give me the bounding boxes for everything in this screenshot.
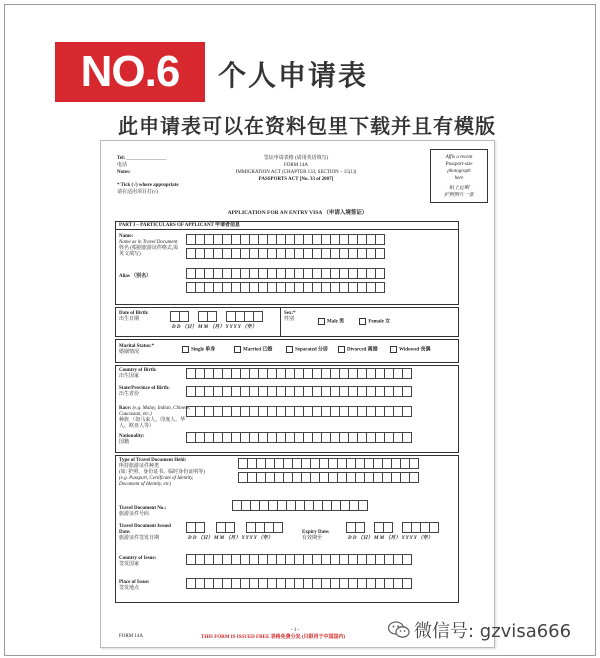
form-header-left: Tel: ________________ 电话 Notes: * Tick (√) where appropriate 请在适用项目打(√)	[117, 156, 179, 195]
char-box[interactable]	[402, 386, 412, 397]
nationality-label: Nationality:	[119, 434, 145, 439]
wechat-watermark	[388, 617, 571, 643]
doc-type-hint3: Document of Identity, etc)	[119, 482, 171, 487]
expiry-label: Expiry Date:	[302, 530, 330, 535]
footer-page-number: - 1 -	[291, 628, 300, 633]
widowed-checkbox[interactable]	[390, 346, 397, 353]
act-2: PASSPORTS ACT [No. 33 of 2007]	[258, 177, 334, 182]
marital-label: Marital Status:*	[119, 344, 155, 349]
doc-type-label: Type of Travel Document Held:	[119, 458, 187, 463]
doc-type-cn: 所持旅游证件种类	[119, 464, 160, 469]
state-birth-label: State/Province of Birth:	[119, 386, 170, 391]
section-dob	[115, 307, 459, 337]
marital-options	[180, 346, 440, 354]
expiry-year-boxes[interactable]	[402, 522, 438, 533]
marital-option: Widowed 丧偶	[399, 347, 431, 353]
marital-option: Divorced 离婚	[347, 347, 378, 353]
footer-free-notice: THIS FORM IS ISSUED FREE 表格免费分发 (只限用于中国国内)	[201, 635, 346, 640]
char-box[interactable]	[375, 248, 385, 259]
photo-line: Affix a recent	[445, 155, 473, 160]
char-box[interactable]	[402, 406, 412, 417]
divorced-checkbox[interactable]	[338, 346, 345, 353]
wechat-id: 微信号: gzvisa666	[414, 621, 572, 642]
char-box[interactable]	[402, 554, 412, 565]
issued-month-boxes[interactable]	[216, 522, 234, 533]
header-cn: 签证申请表格 (请用英语填写)	[263, 156, 329, 161]
state-birth-cn: 出生省份	[119, 392, 140, 397]
char-box[interactable]	[375, 268, 385, 279]
char-box[interactable]	[402, 368, 412, 379]
sex-label: Sex:*	[284, 311, 296, 316]
step-badge: NO.6	[55, 42, 205, 102]
photo-line: 贴上近期	[448, 186, 469, 191]
race-cn: 种族 （如马来人、印度人、华人、欧亚人等）	[119, 418, 186, 429]
country-issue-label: Country of Issue:	[119, 556, 157, 561]
part1-header: PART I – PARTICULARS OF APPLICANT 申请者信息	[116, 222, 458, 230]
issued-year-boxes[interactable]	[246, 522, 282, 533]
country-issue-boxes[interactable]	[186, 554, 411, 565]
married-checkbox[interactable]	[234, 346, 241, 353]
banner-title: 个人申请表	[218, 59, 369, 92]
dob-day-boxes[interactable]	[170, 311, 188, 322]
alias-boxes-row2[interactable]	[186, 282, 384, 293]
char-box[interactable]	[358, 500, 368, 511]
female-checkbox[interactable]	[359, 318, 366, 325]
female-label: Female 女	[368, 319, 391, 325]
name-label: Name:	[119, 234, 134, 239]
country-birth-boxes[interactable]	[186, 368, 411, 379]
tel-cn: 电话	[117, 163, 128, 168]
expiry-day-boxes[interactable]	[346, 522, 364, 533]
country-birth-label: Country of Birth:	[119, 368, 157, 373]
photo-line: 护照照片一张	[443, 193, 474, 198]
expiry-month-boxes[interactable]	[374, 522, 392, 533]
tick-note-cn: 请在适用项目打(√)	[117, 190, 159, 195]
notes-label: Notes:	[117, 170, 131, 175]
alias-label: Alias （别名）	[119, 274, 152, 279]
alias-boxes-row1[interactable]	[186, 268, 384, 279]
name-boxes-row1[interactable]	[186, 234, 384, 245]
char-box[interactable]	[409, 472, 419, 483]
issued-date-label: Travel Document Issued Date:	[119, 524, 171, 535]
doc-type-hint2: (e.g. Passport, Certificate of Identity,	[119, 476, 194, 481]
photo-line: here	[454, 176, 464, 181]
char-box[interactable]	[375, 234, 385, 245]
issued-day-boxes[interactable]	[186, 522, 204, 533]
section-travel-doc	[115, 455, 459, 603]
char-box[interactable]	[409, 458, 419, 469]
doc-no-boxes[interactable]	[232, 500, 367, 511]
application-title: APPLICATION FOR AN ENTRY VISA （申请入境签证）	[227, 210, 368, 216]
race-label: Race:	[119, 406, 132, 411]
doc-type-hint1: (如: 护照、身份证书、临时身份证明等)	[119, 470, 205, 475]
issued-date-cn: 旅游证件签发日期	[119, 536, 160, 541]
male-checkbox[interactable]	[318, 318, 325, 325]
state-birth-boxes[interactable]	[186, 386, 411, 397]
doc-type-boxes-row2[interactable]	[238, 472, 418, 483]
form-number: FORM 14A	[283, 163, 309, 168]
nationality-cn: 国籍	[119, 440, 130, 445]
footer-form-no: FORM 14A	[119, 634, 144, 639]
place-issue-cn: 签发地点	[119, 586, 140, 591]
marital-cn: 婚姻情况	[119, 350, 140, 355]
char-box[interactable]	[402, 578, 412, 589]
single-checkbox[interactable]	[182, 346, 189, 353]
wechat-icon	[388, 621, 410, 639]
dob-format: D D （日） M M （月） Y Y Y Y （年）	[172, 325, 257, 330]
photo-box	[430, 149, 488, 203]
doc-no-label: Travel Document No.:	[119, 506, 167, 511]
photo-line: Passport-size	[445, 162, 473, 167]
tel-label: Tel:	[117, 156, 126, 161]
race-hint: (e.g. Malay, Indian, Chinese, Caucasian, etc.)	[119, 406, 191, 417]
separated-checkbox[interactable]	[286, 346, 293, 353]
act-1: IMMIGRATION ACT (CHAPTER 133, SECTION – 15(1))	[235, 170, 357, 175]
application-form	[100, 140, 495, 648]
name-cn: 姓名 (根据旅游证件格式,需英文填写)	[119, 246, 179, 257]
doc-no-cn: 旅游证件号码	[119, 512, 150, 517]
nationality-boxes[interactable]	[186, 432, 411, 443]
place-issue-label: Place of Issue:	[119, 580, 150, 585]
marital-option: Separated 分居	[295, 347, 328, 353]
photo-line: photograph	[447, 169, 471, 174]
name-boxes-row2[interactable]	[186, 248, 384, 259]
marital-option: Single 单身	[191, 347, 216, 353]
expiry-cn: 有效期至	[302, 536, 323, 541]
name-sub: Name as in Travel Document	[119, 240, 178, 245]
sex-cn: 性别	[284, 317, 295, 322]
char-box[interactable]	[402, 432, 412, 443]
marital-option: Married 已婚	[243, 347, 273, 353]
dob-year-boxes[interactable]	[226, 311, 262, 322]
expiry-format: D D （日） M M （月） Y Y Y Y （年）	[348, 536, 433, 541]
country-issue-cn: 签发国家	[119, 562, 140, 567]
section-marital	[115, 339, 459, 363]
tick-note: * Tick (√) where appropriate	[117, 183, 179, 188]
section-origin	[115, 365, 459, 453]
subtitle: 此申请表可以在资料包里下载并且有模版	[118, 114, 496, 138]
place-issue-boxes[interactable]	[186, 578, 411, 589]
dob-month-boxes[interactable]	[198, 311, 216, 322]
country-birth-cn: 出生国家	[119, 374, 140, 379]
dob-cn: 出生日期	[119, 317, 140, 322]
male-label: Male 男	[327, 319, 345, 325]
doc-type-boxes-row1[interactable]	[238, 458, 418, 469]
race-boxes[interactable]	[186, 406, 411, 417]
char-box[interactable]	[375, 282, 385, 293]
section-name	[115, 221, 459, 305]
dob-label: Date of Birth:	[119, 311, 149, 316]
form-header-center	[201, 155, 391, 183]
issued-format: D D （日） M M （月） Y Y Y Y （年）	[188, 536, 273, 541]
